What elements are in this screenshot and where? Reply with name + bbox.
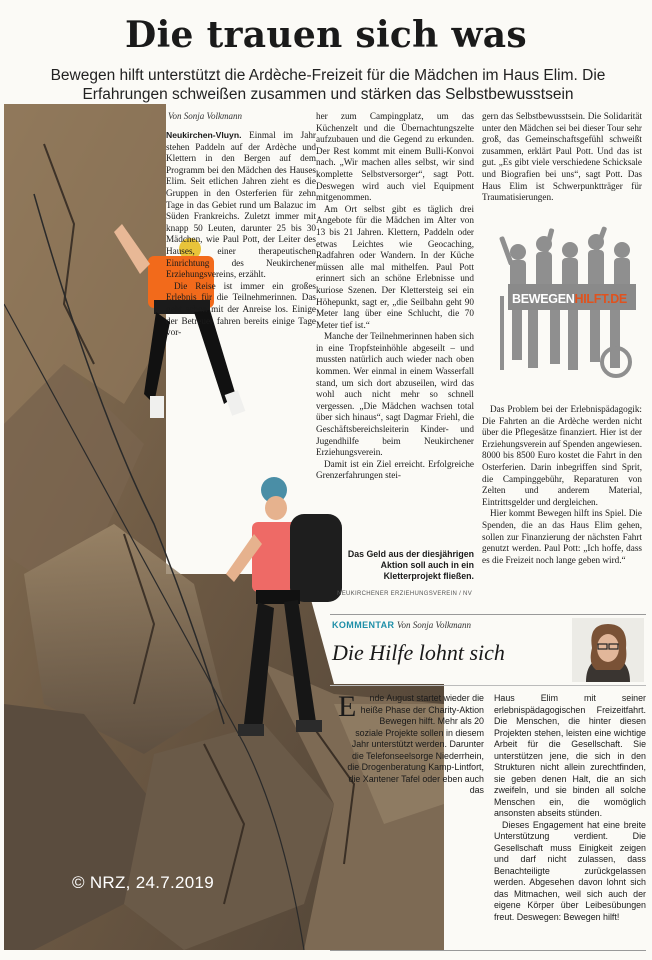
- kommentar-paragraph: Haus Elim mit seiner erlebnispädagogischen Freizeitfahrt. Die Menschen, die hinter diesen Projekten stehen, leisten eine wichtige Arbeit für die Gesellschaft. Sie unterstützen jene, die sich in den Strukturen nicht allein zurechtfinden, sie geben denen Halt, die an sich zweifeln, und sie binden all solche Menschen ein, die womöglich ansonsten abseits stünden.: [494, 693, 646, 818]
- kommentar-column-1: [338, 690, 484, 797]
- logo-wordmark: [512, 292, 632, 306]
- article-paragraph: gern das Selbstbewusstsein. Die Solidarität unter den Mädchen sei bei dieser Tour sehr groß, das Gemeinschaftsgefühl schweißt zusammen, erklärt Paul Pott. Und das ist gut. „Es gibt viele verschiedene Schicksale und Biografien bei uns“, sagt Pott. Das Haus Elim ist Schwerpunktträger für Traumatisierungen.: [482, 111, 642, 203]
- dateline: Neukirchen-Vluyn.: [166, 130, 242, 140]
- kommentar-label: KOMMENTAR: [332, 620, 395, 630]
- kommentar-title: Die Hilfe lohnt sich: [332, 640, 505, 665]
- kommentar-byline: Von Sonja Volkmann: [396, 620, 471, 630]
- dropcap-letter: E: [338, 690, 357, 723]
- article-paragraph: her zum Campingplatz, um das Küchenzelt und die Übernachtungszelte aufzubauen und die Gegend zu erkunden. Der Rest kommt mit einem Bulli-Konvoi nach. „Wir machen alles selbst, wir sind komplette Selbstversorger“, sagt Pott. Deswegen wird auch viel Equipment mitgenommen.: [316, 111, 474, 203]
- photo-credit: NEUKIRCHENER ERZIEHUNGSVEREIN / NV: [337, 591, 472, 597]
- logo-word-bewegen: BEWEGEN: [512, 292, 575, 306]
- article-paragraph: Hier kommt Bewegen hilft ins Spiel. Die Spenden, die an das Haus Elim gehen, sollen zur Finanzierung der nächsten Fahrt genutzt werden. Paul Pott: „Ich hoffe, dass es die Freizeit noch lange geben wird.“: [482, 508, 642, 565]
- article-paragraph: Die Reise ist immer ein großes Erlebnis für die Teilnehmerinnen. Das geht schon mit der Anreise los. Einige der Betreuer fahren bereits einige Tage vor-: [166, 280, 316, 338]
- logo-word-hilft: HILFT.DE: [574, 292, 627, 306]
- article-column-3: [482, 111, 642, 204]
- article-paragraph: Einmal im Jahr stehen Paddeln auf der Ardèche und Klettern in den Bergen auf dem Programm bei den Mädchen des Hauses Elim. Seit etlichen Jahren zieht es die Gruppen in den Osterferien für zehn Tage in das Gebiet rund um Balazuc im Süden Frankreichs. Zuletzt immer mit knapp 50 Leuten, darunter 25 bis 30 Mädchen, wie Paul Pott, der Leiter des Hauses, einer therapeutischen Einrichtung des Neukirchener Erziehungsvereins, erzählt.: [166, 130, 316, 280]
- author-portrait: [572, 618, 644, 682]
- bottom-rule: [330, 950, 646, 951]
- kommentar-paragraph: Dieses Engagement hat eine breite Unterstützung verdient. Die Gesellschaft muss Einigkeit zeigen und darf nicht zulassen, dass Benachteiligte zurückgelassen werden. Abgesehen davon lohnt sich das Mitmachen, weil sich auch der eigene Körper über Leibesübungen freut. Deswegen: Bewegen hilft!: [494, 819, 646, 922]
- kommentar-divider: [330, 685, 646, 686]
- kommentar-paragraph: nde August startet wieder die heiße Phase der Charity-Aktion Bewegen hilft. Mehr als 20 soziale Projekte sollen in diesem Jahr unterstützt werden. Darunter die Telefonseelsorge Niederrhein, die Drogenberatung Kamp-Lintfort, die Xantener Tafel oder eben auch das: [347, 693, 484, 795]
- article-paragraph: Manche der Teilnehmerinnen haben sich in eine Tropfsteinhöhle abgeseilt – und mussten natürlich auch wieder nach oben kommen. Wer einmal in einem Wasserfall stand, um sich dort abzuseilen, wird das wohl auch nicht mehr so schnell vergessen. „Die Mädchen wachsen total über sich hinaus“, sagt Dagmar Friehl, die Geschäftsbereichsleiterin Kinder- und Jugendhilfe beim Neukirchener Erziehungsverein.: [316, 331, 474, 458]
- kommentar-header: [332, 620, 471, 630]
- article-byline: Von Sonja Volkmann: [168, 111, 242, 121]
- subheadline: Bewegen hilft unterstützt die Ardèche-Freizeit für die Mädchen im Haus Elim. Die Erfahrungen schweißen zusammen und stärken das Selbstbewusstsein: [50, 67, 606, 103]
- article-column-2: [316, 111, 474, 482]
- kommentar-column-2: [494, 693, 646, 923]
- headline: Die trauen sich was: [125, 14, 527, 56]
- article-paragraph: Das Problem bei der Erlebnispädagogik: Die Fahrten an die Ardèche werden nicht über die Pflegesätze finanziert. Hier ist der Erziehungsverein auf Spenden angewiesen. 8000 bis 8500 Euro kostet die Fahrt in den Osterferien. Darin inbegriffen sind Sprit, die Campinggebühr, Reparaturen von Zelten und anderem Material, Eintrittsgelder und dergleichen.: [482, 404, 642, 507]
- copyright-watermark: © NRZ, 24.7.2019: [72, 873, 215, 892]
- bewegen-hilft-logo: [498, 226, 644, 386]
- section-divider: [330, 614, 646, 615]
- article-paragraph: Am Ort selbst gibt es täglich drei Angebote für die Mädchen im Alter von 13 bis 21 Jahren. Klettern, Paddeln oder etwas Leichtes wie Geocaching, Radfahren oder Wandern. In der Küche müssen alle mal mithelfen. Paul Pott erinnert sich an schöne Erlebnisse und kuriose Szenen. Der Klettersteig sei ein Höhepunkt, sagt er, „die Seilbahn geht 90 Meter lang über eine Schlucht, die 70 Meter tief ist.“: [316, 203, 474, 330]
- article-column-1: [166, 130, 316, 339]
- photo-caption: Das Geld aus der diesjährigen Aktion soll auch in ein Kletterprojekt fließen.: [347, 549, 474, 581]
- article-paragraph: Damit ist ein Ziel erreicht. Erfolgreiche Grenzerfahrungen stei-: [316, 458, 474, 481]
- article-column-3-continued: [482, 404, 642, 566]
